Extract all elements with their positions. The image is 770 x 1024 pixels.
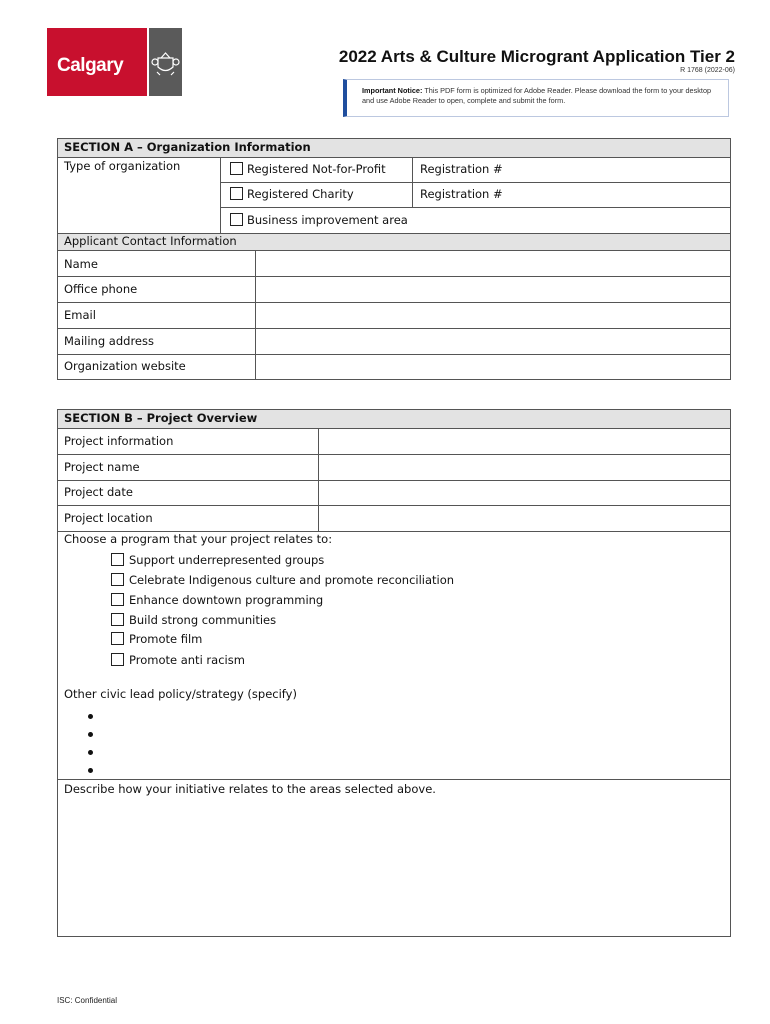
checkbox-promote-anti-racism[interactable] xyxy=(111,653,124,666)
checkbox-registered-charity[interactable] xyxy=(230,187,243,200)
program-celebrate-indigenous-culture: Celebrate Indigenous culture and promote reconciliation xyxy=(129,573,455,587)
section-a xyxy=(57,138,731,380)
program-support-underrepresented-groups: Support underrepresented groups xyxy=(129,553,325,567)
logo-text: Calgary xyxy=(57,55,124,76)
describe-label: Describe how your initiative relates to the areas selected above. xyxy=(64,782,436,796)
form-number: R 1768 (2022-06) xyxy=(680,67,735,74)
checkbox-enhance-downtown-programming[interactable] xyxy=(111,593,124,606)
program-promote-film: Promote film xyxy=(129,632,203,646)
office-phone-label: Office phone xyxy=(64,282,138,296)
option-not-for-profit: Registered Not-for-Profit xyxy=(247,162,386,176)
program-build-strong-communities: Build strong communities xyxy=(129,613,277,627)
project-name-input[interactable] xyxy=(320,455,729,480)
crest-icon xyxy=(149,28,182,96)
project-information-input[interactable] xyxy=(320,429,729,454)
name-input[interactable] xyxy=(257,251,729,275)
other-policy-label: Other civic lead policy/strategy (specify) xyxy=(64,687,297,701)
email-input[interactable] xyxy=(257,303,729,327)
checkbox-celebrate-indigenous-culture[interactable] xyxy=(111,573,124,586)
program-prompt: Choose a program that your project relates to: xyxy=(64,532,333,546)
program-enhance-downtown-programming: Enhance downtown programming xyxy=(129,593,324,607)
checkbox-support-underrepresented-groups[interactable] xyxy=(111,553,124,566)
project-date-label: Project date xyxy=(64,485,133,499)
project-location-input[interactable] xyxy=(320,506,729,531)
logo-red-block xyxy=(47,28,147,96)
project-date-input[interactable] xyxy=(320,481,729,506)
checkbox-not-for-profit[interactable] xyxy=(230,162,243,175)
registration-input-1[interactable] xyxy=(508,158,728,181)
contact-heading: Applicant Contact Information xyxy=(64,234,237,248)
describe-input[interactable] xyxy=(60,800,728,934)
checkbox-promote-film[interactable] xyxy=(111,632,124,645)
section-b xyxy=(57,409,731,937)
bullet-2 xyxy=(88,732,93,737)
registration-label-1: Registration # xyxy=(420,162,503,176)
section-a-heading: SECTION A – Organization Information xyxy=(64,140,311,154)
office-phone-input[interactable] xyxy=(257,277,729,301)
project-location-label: Project location xyxy=(64,511,153,525)
bullet-4 xyxy=(88,768,93,773)
bullet-1 xyxy=(88,714,93,719)
footer-confidential: ISC: Confidential xyxy=(57,996,118,1005)
notice-bold: Important Notice: xyxy=(362,86,423,95)
notice-line-2: and use Adobe Reader to open, complete and submit the form. xyxy=(362,96,566,105)
registration-label-2: Registration # xyxy=(420,187,503,201)
program-promote-anti-racism: Promote anti racism xyxy=(129,653,245,667)
project-name-label: Project name xyxy=(64,460,140,474)
organization-website-input[interactable] xyxy=(257,355,729,379)
checkbox-build-strong-communities[interactable] xyxy=(111,613,124,626)
mailing-address-input[interactable] xyxy=(257,329,729,353)
project-information-label: Project information xyxy=(64,434,174,448)
type-of-organization-label: Type of organization xyxy=(64,159,181,173)
registration-input-2[interactable] xyxy=(508,183,728,206)
option-registered-charity: Registered Charity xyxy=(247,187,354,201)
checkbox-business-improvement-area[interactable] xyxy=(230,213,243,226)
email-label: Email xyxy=(64,308,96,322)
option-business-improvement-area: Business improvement area xyxy=(247,213,408,227)
organization-website-label: Organization website xyxy=(64,359,186,373)
notice-line-1: This PDF form is optimized for Adobe Reader. Please download the form to your desktop xyxy=(424,86,712,95)
important-notice xyxy=(343,79,729,117)
section-b-heading: SECTION B – Project Overview xyxy=(64,411,258,425)
mailing-address-label: Mailing address xyxy=(64,334,154,348)
name-label: Name xyxy=(64,257,98,271)
other-policy-input[interactable] xyxy=(103,707,723,777)
bullet-3 xyxy=(88,750,93,755)
form-title: 2022 Arts & Culture Microgrant Application Tier 2 xyxy=(338,47,735,66)
calgary-logo xyxy=(47,28,182,96)
